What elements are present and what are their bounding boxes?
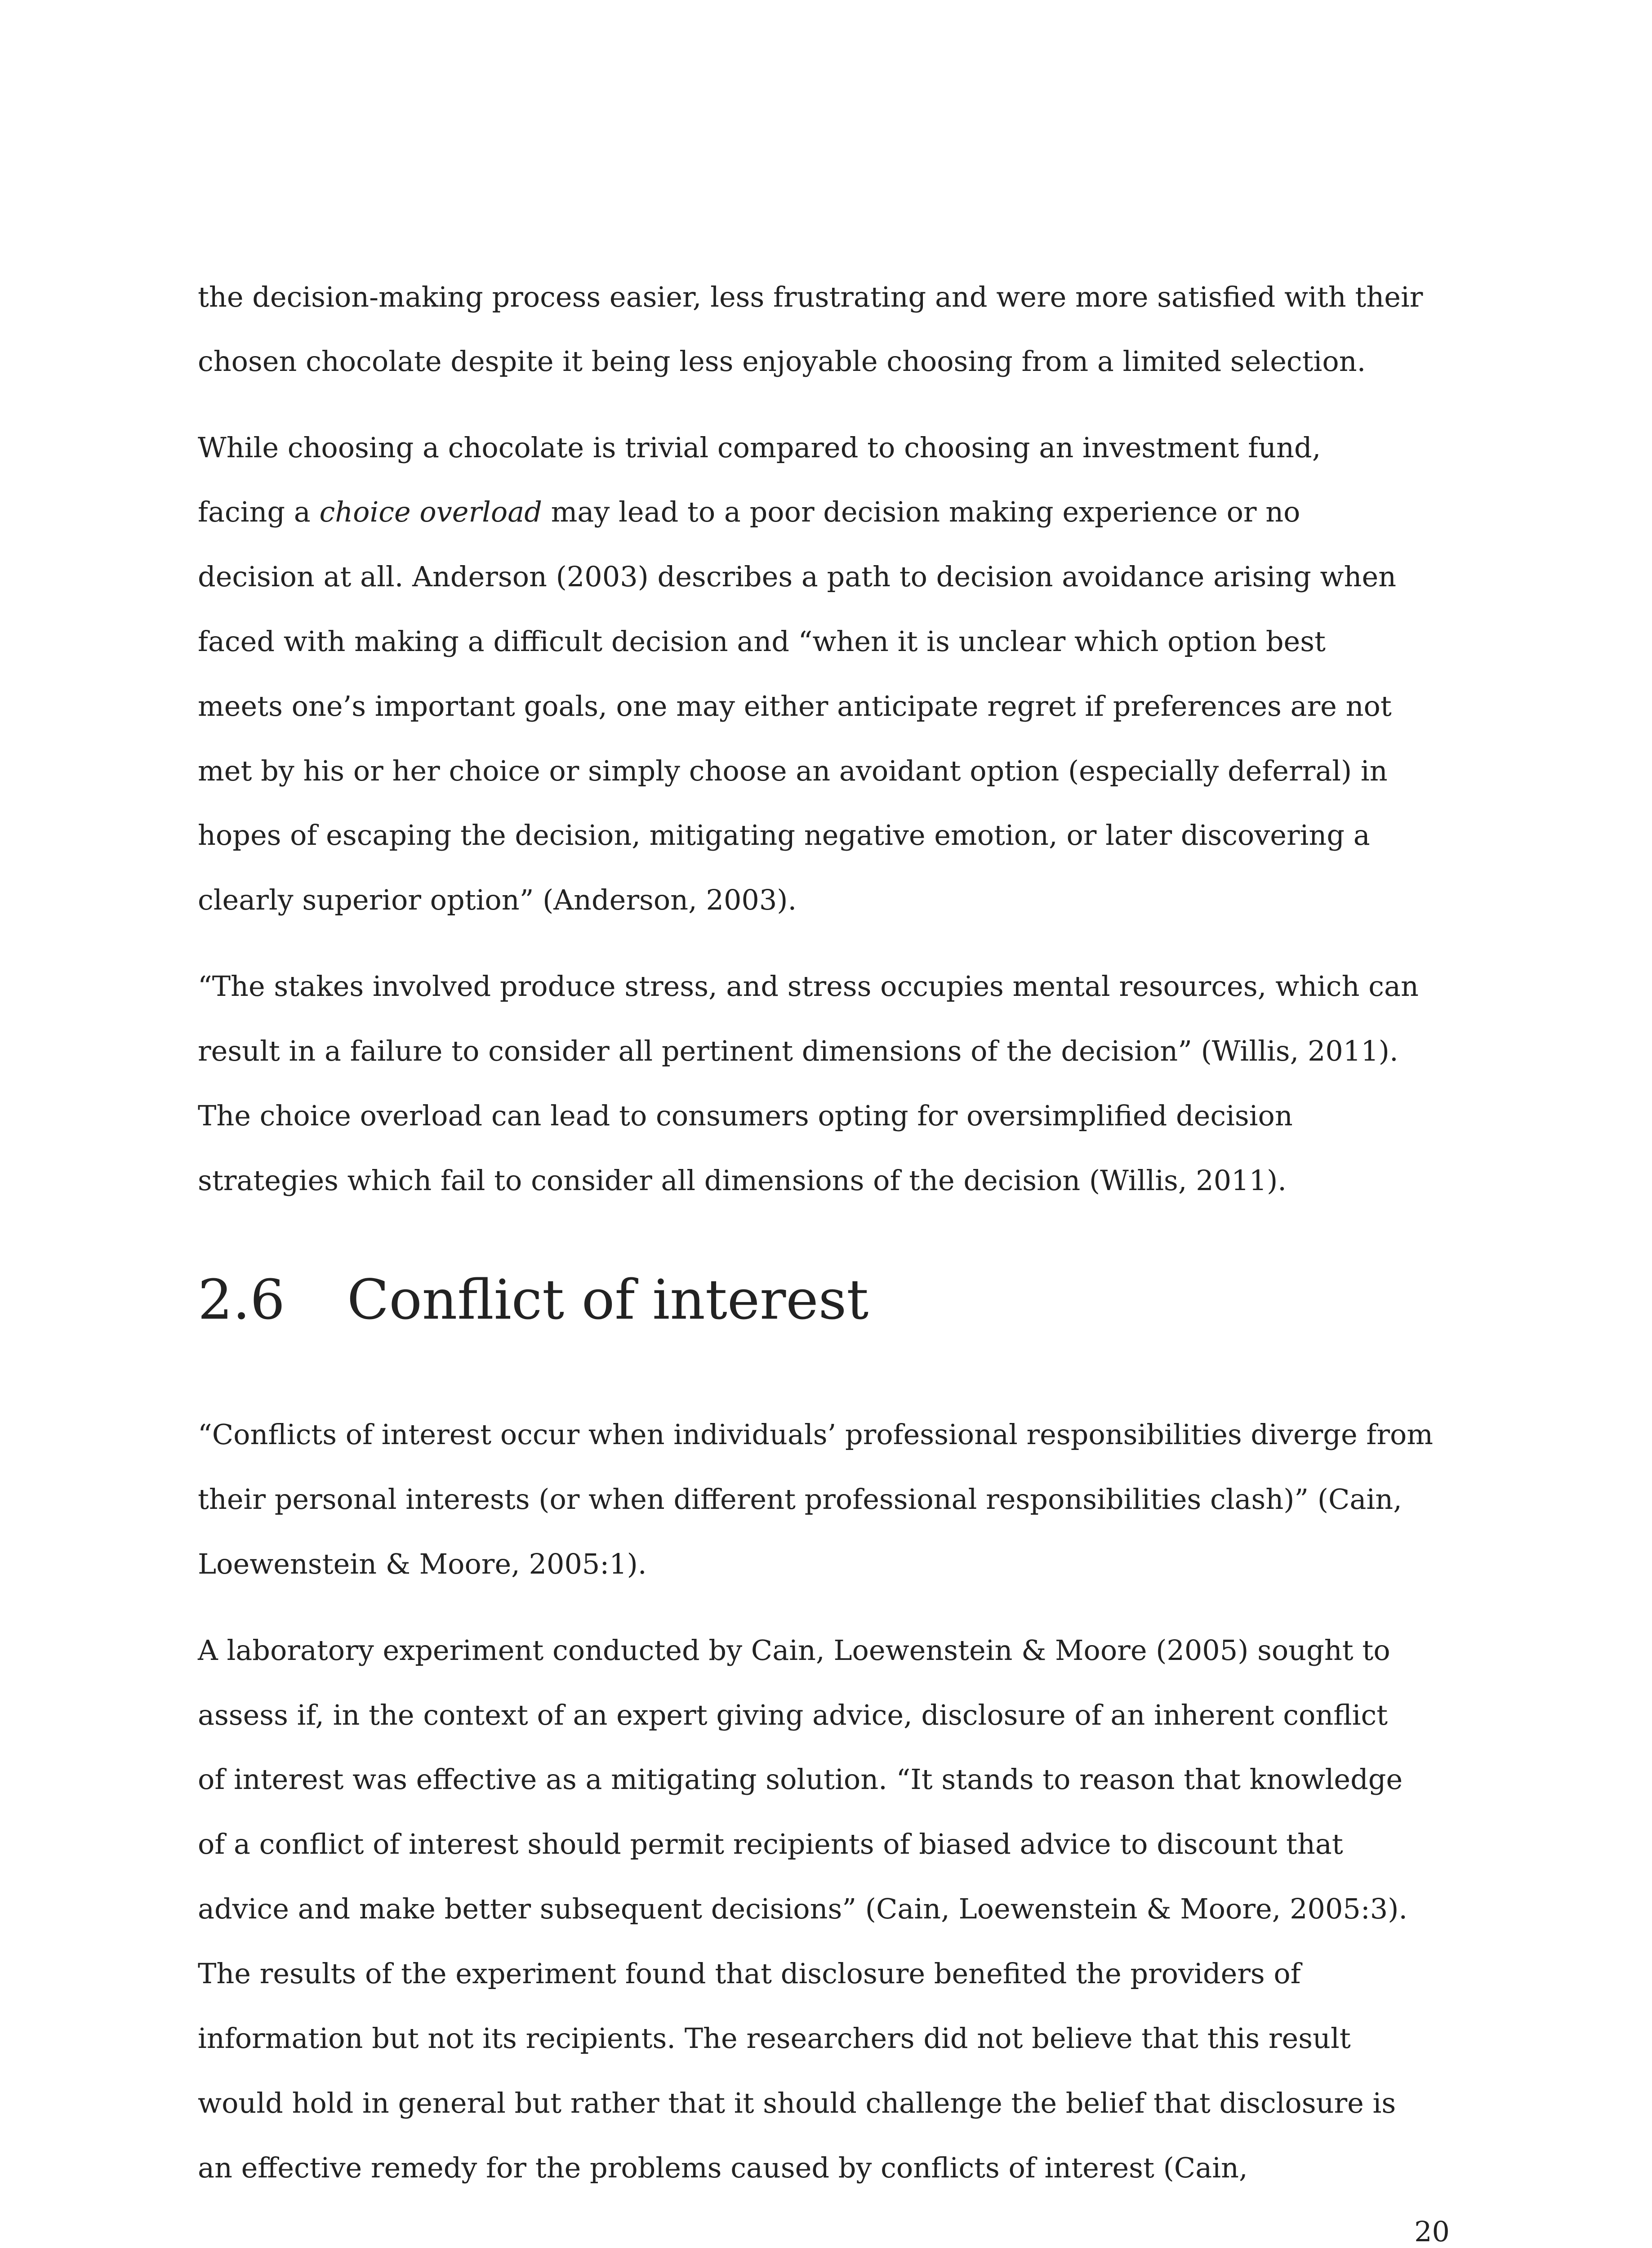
paragraph-5-line-5: advice and make better subsequent decisions” (Cain, Loewenstein & Moore, 2005:3).: [198, 1892, 1408, 1925]
section-number: 2.6: [198, 1268, 285, 1332]
paragraph-1-line-1: the decision-making process easier, less frustrating and were more satisfied with their: [198, 281, 1423, 313]
paragraph-3-line-1: “The stakes involved produce stress, and stress occupies mental resources, which can: [198, 970, 1419, 1003]
paragraph-5-line-2: assess if, in the context of an expert giving advice, disclosure of an inherent conflict: [198, 1699, 1388, 1731]
paragraph-2-line-8: clearly superior option” (Anderson, 2003).: [198, 883, 797, 916]
paragraph-3-line-4: strategies which fail to consider all dimensions of the decision (Willis, 2011).: [198, 1164, 1287, 1197]
paragraph-2-line-6: met by his or her choice or simply choose an avoidant option (especially deferral) in: [198, 754, 1388, 787]
paragraph-4-line-3: Loewenstein & Moore, 2005:1).: [198, 1548, 647, 1580]
paragraph-2-line-2: [198, 495, 1300, 528]
paragraph-5-line-7: information but not its recipients. The researchers did not believe that this result: [198, 2022, 1351, 2055]
paragraph-5-line-4: of a conflict of interest should permit recipients of biased advice to discount that: [198, 1828, 1343, 1860]
section-title: Conflict of interest: [347, 1268, 869, 1332]
paragraph-2-line-2-start: facing a: [198, 495, 320, 528]
paragraph-5-line-9: an effective remedy for the problems caused by conflicts of interest (Cain,: [198, 2151, 1248, 2184]
paragraph-2-line-1: While choosing a chocolate is trivial compared to choosing an investment fund,: [198, 431, 1321, 464]
paragraph-2-line-7: hopes of escaping the decision, mitigating negative emotion, or later discovering a: [198, 819, 1370, 852]
paragraph-2-line-3: decision at all. Anderson (2003) describes a path to decision avoidance arising when: [198, 560, 1397, 593]
paragraph-2-line-2-end: may lead to a poor decision making experience or no: [542, 495, 1300, 528]
paragraph-5-line-6: The results of the experiment found that disclosure benefited the providers of: [198, 1957, 1301, 1990]
emphasis-choice-overload: choice overload: [319, 495, 542, 528]
paragraph-5-line-3: of interest was effective as a mitigating solution. “It stands to reason that knowledge: [198, 1763, 1403, 1796]
paragraph-5-line-1: A laboratory experiment conducted by Cain, Loewenstein & Moore (2005) sought to: [198, 1634, 1390, 1667]
paragraph-3-line-2: result in a failure to consider all pertinent dimensions of the decision” (Willis, 2011).: [198, 1035, 1398, 1067]
paragraph-2-line-4: faced with making a difficult decision and “when it is unclear which option best: [198, 625, 1326, 658]
paragraph-4-line-2: their personal interests (or when different professional responsibilities clash)” (Cain,: [198, 1483, 1402, 1516]
paragraph-5-line-8: would hold in general but rather that it should challenge the belief that disclosure is: [198, 2087, 1396, 2119]
paragraph-3-line-3: The choice overload can lead to consumers opting for oversimplified decision: [198, 1099, 1293, 1132]
paragraph-1-line-2: chosen chocolate despite it being less enjoyable choosing from a limited selection.: [198, 345, 1366, 378]
page-number: 20: [1414, 2215, 1450, 2248]
paragraph-2-line-5: meets one’s important goals, one may either anticipate regret if preferences are not: [198, 690, 1392, 723]
paragraph-4-line-1: “Conflicts of interest occur when individuals’ professional responsibilities diverge from: [198, 1418, 1434, 1451]
